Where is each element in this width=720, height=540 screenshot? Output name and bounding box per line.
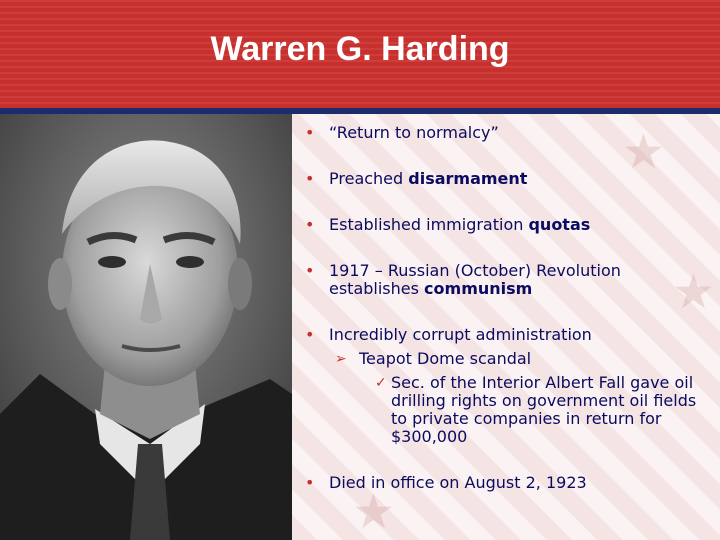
bullet-dot-icon: •: [305, 261, 315, 280]
sub-bullet-text: Teapot Dome scandal: [359, 349, 532, 368]
bullet-bold-text: quotas: [528, 215, 591, 234]
checkmark-icon: ✓: [375, 375, 387, 391]
bullet-item: [305, 326, 715, 344]
sub-bullet-item: [305, 350, 715, 368]
sub-sub-bullet-item: [305, 374, 715, 446]
bullet-text: Incredibly corrupt administration: [329, 325, 592, 344]
bullet-dot-icon: •: [305, 123, 315, 142]
bullet-item: [305, 124, 715, 142]
star-icon: ★: [622, 124, 666, 180]
bullet-bold-text: disarmament: [408, 169, 528, 188]
star-icon: ★: [672, 264, 716, 320]
bullet-dot-icon: •: [305, 473, 315, 492]
bullet-text: Preached: [329, 169, 409, 188]
bullet-text: 1917 – Russian (October) Revolution establishes: [329, 261, 621, 298]
bullet-dot-icon: •: [305, 169, 315, 188]
bullet-list: [305, 124, 715, 520]
bullet-item: [305, 216, 715, 234]
arrow-right-icon: ➢: [335, 351, 347, 367]
title-bar: [0, 0, 720, 108]
portrait-image: [0, 114, 292, 540]
bullet-item: [305, 262, 715, 298]
bullet-text: “Return to normalcy”: [329, 123, 499, 142]
slide-title: Warren G. Harding: [210, 30, 510, 68]
bullet-text: Established immigration: [329, 215, 529, 234]
bullet-item: [305, 474, 715, 492]
bullet-dot-icon: •: [305, 215, 315, 234]
portrait-photo: [0, 114, 292, 540]
sub-sub-bullet-text: Sec. of the Interior Albert Fall gave oil drilling rights on government oil fields to private companies in return for $300,000: [391, 373, 697, 446]
bullet-bold-text: communism: [424, 279, 533, 298]
bullet-dot-icon: •: [305, 325, 315, 344]
bullet-item: [305, 170, 715, 188]
bullet-text: Died in office on August 2, 1923: [329, 473, 587, 492]
star-icon: ★: [352, 484, 396, 540]
